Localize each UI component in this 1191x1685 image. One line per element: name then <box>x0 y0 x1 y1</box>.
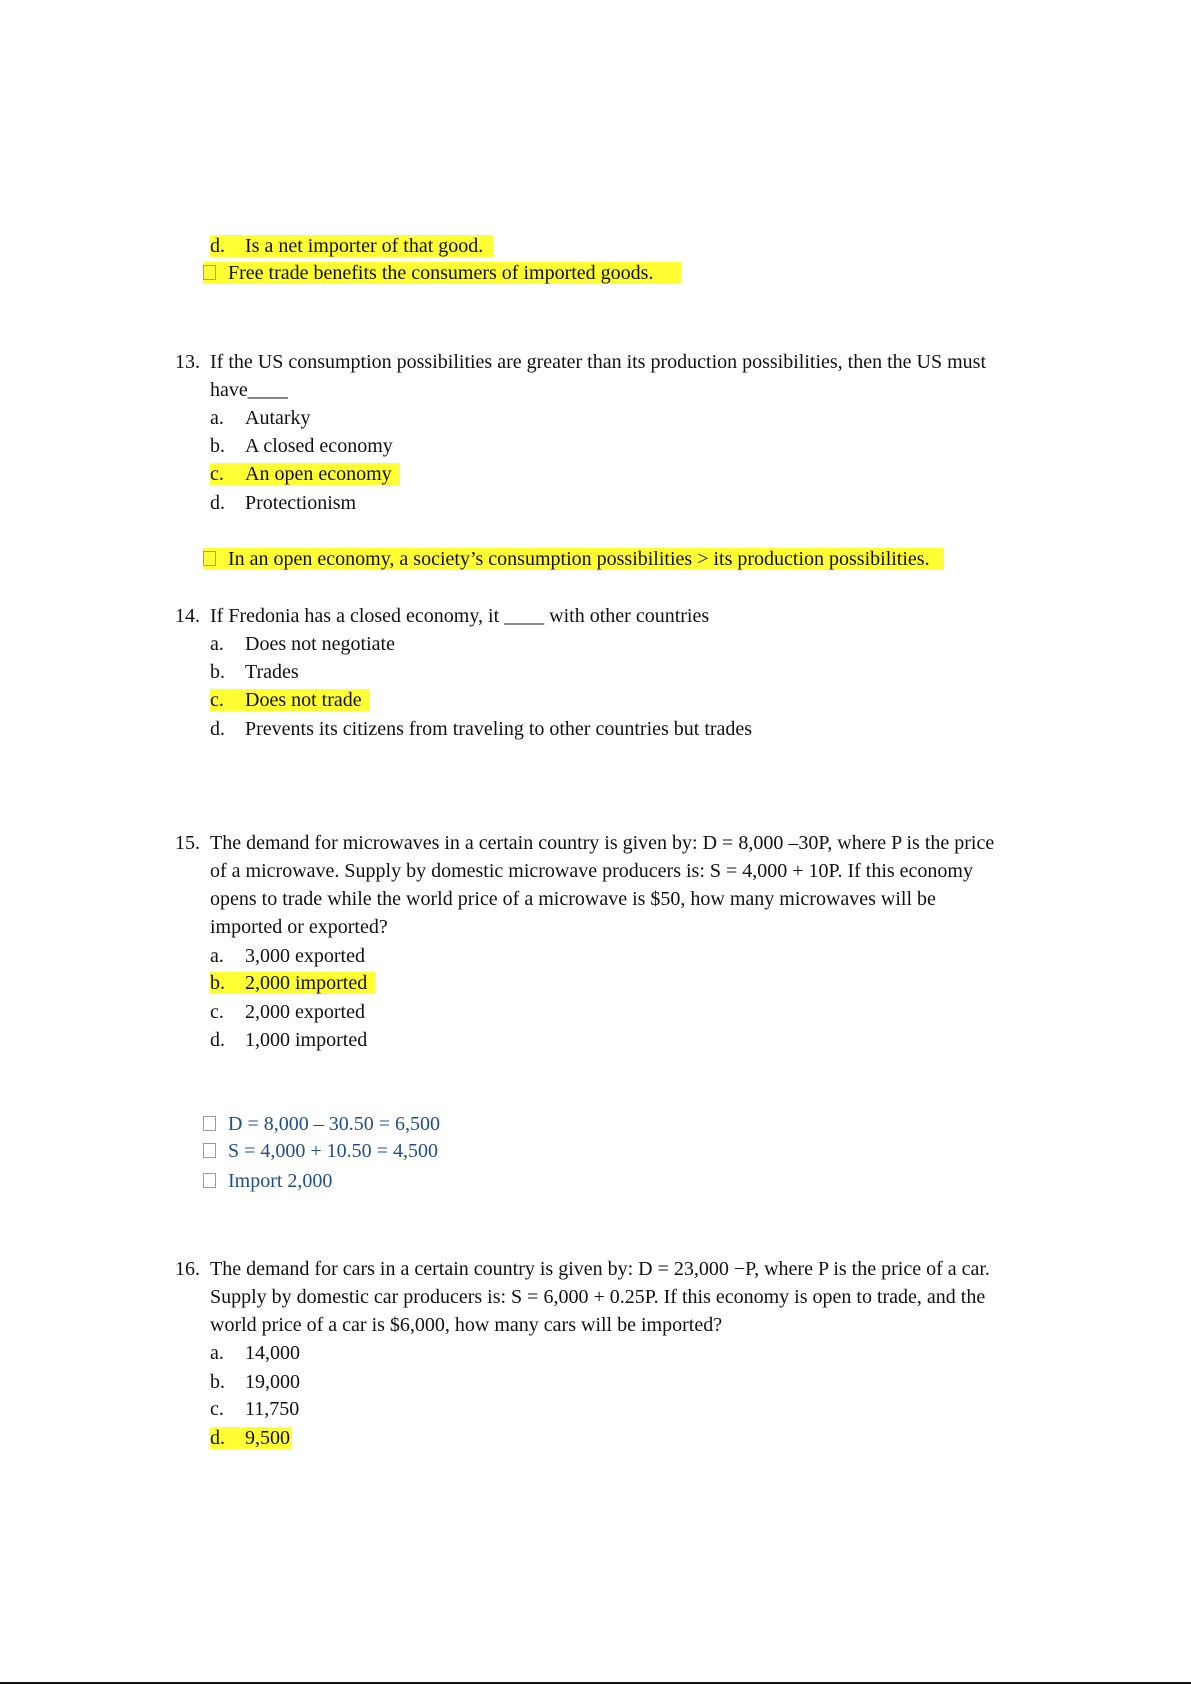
q13-option-c <box>210 461 400 487</box>
option-text: Autarky <box>245 407 311 429</box>
work-text: Import 2,000 <box>228 1170 333 1192</box>
option-letter: c. <box>210 1398 224 1420</box>
option-text: 3,000 exported <box>245 945 365 967</box>
q13-note <box>203 546 944 572</box>
checkbox-icon <box>203 551 216 566</box>
note-text: In an open economy, a society’s consumption possibilities > its production possibilities. <box>228 548 930 570</box>
option-letter: d. <box>210 492 225 514</box>
question-number: 14. <box>175 605 200 627</box>
option-letter: d. <box>210 1029 225 1051</box>
option-text: 2,000 exported <box>245 1001 365 1023</box>
work-text: D = 8,000 – 30.50 = 6,500 <box>228 1113 441 1135</box>
checkbox-icon <box>203 1173 216 1188</box>
option-letter: c. <box>210 689 224 711</box>
question-number: 16. <box>175 1258 200 1280</box>
option-text: A closed economy <box>245 435 393 457</box>
option-letter: d. <box>210 718 225 740</box>
checkbox-icon <box>203 1143 216 1158</box>
q16-option-a <box>210 1340 300 1366</box>
option-letter: d. <box>210 235 225 257</box>
option-letter: c. <box>210 1001 224 1023</box>
question-stem-cont: world price of a car is $6,000, how many cars will be imported? <box>210 1314 723 1336</box>
work-line <box>203 1168 332 1194</box>
option-letter: a. <box>210 633 224 655</box>
q14-option-a <box>210 631 395 657</box>
option-text: An open economy <box>245 463 392 485</box>
option-text: 11,750 <box>245 1398 300 1420</box>
q16-option-d <box>210 1425 292 1451</box>
checkbox-icon <box>203 265 216 280</box>
question-stem: If the US consumption possibilities are greater than its production possibilities, then the US must <box>210 351 987 373</box>
option-text: Trades <box>245 661 299 683</box>
question-stem: The demand for microwaves in a certain country is given by: D = 8,000 –30P, where P is the price <box>210 832 995 854</box>
question-13 <box>175 349 986 375</box>
q13-option-d <box>210 490 356 516</box>
page-bottom-rule <box>0 1682 1191 1684</box>
option-text: 1,000 imported <box>245 1029 368 1051</box>
work-line <box>203 1138 438 1164</box>
work-text: S = 4,000 + 10.50 = 4,500 <box>228 1140 438 1162</box>
option-letter: d. <box>210 1427 225 1449</box>
option-letter: a. <box>210 1342 224 1364</box>
option-text: 14,000 <box>245 1342 300 1364</box>
checkbox-icon <box>203 1116 216 1131</box>
question-stem-cont: Supply by domestic car producers is: S = 6,000 + 0.25P. If this economy is open to trade, and the <box>210 1286 986 1308</box>
question-number: 13. <box>175 351 200 373</box>
option-text: 19,000 <box>245 1371 300 1393</box>
option-text: Does not trade <box>245 689 362 711</box>
option-letter: b. <box>210 435 225 457</box>
question-14 <box>175 603 709 629</box>
option-text: 9,500 <box>245 1427 290 1449</box>
question-stem-cont: have____ <box>210 379 288 401</box>
q14-option-c <box>210 687 370 713</box>
question-15 <box>175 830 994 856</box>
question-16 <box>175 1256 990 1282</box>
q16-option-b <box>210 1369 300 1395</box>
q14-option-b <box>210 659 299 685</box>
option-text: Does not negotiate <box>245 633 395 655</box>
question-stem-cont: of a microwave. Supply by domestic microwave producers is: S = 4,000 + 10P. If this economy <box>210 860 973 882</box>
question-number: 15. <box>175 832 200 854</box>
option-letter: b. <box>210 972 225 994</box>
q13-option-a <box>210 405 311 431</box>
option-letter: c. <box>210 463 224 485</box>
q14-option-d <box>210 716 752 742</box>
question-stem: If Fredonia has a closed economy, it ____ with other countries <box>210 605 710 627</box>
question-stem-cont: opens to trade while the world price of a microwave is $50, how many microwaves will be <box>210 888 936 910</box>
q15-option-a <box>210 943 365 969</box>
option-letter: b. <box>210 1371 225 1393</box>
question-stem: The demand for cars in a certain country is given by: D = 23,000 −P, where P is the price of a car. <box>210 1258 990 1280</box>
option-letter: b. <box>210 661 225 683</box>
option-text: Is a net importer of that good. <box>245 235 484 257</box>
question-stem-cont: imported or exported? <box>210 916 388 938</box>
option-letter: a. <box>210 945 224 967</box>
q15-option-c <box>210 999 365 1025</box>
q15-option-d <box>210 1027 367 1053</box>
q13-option-b <box>210 433 393 459</box>
note-text: Free trade benefits the consumers of imported goods. <box>228 262 654 284</box>
option-letter: a. <box>210 407 224 429</box>
option-text: 2,000 imported <box>245 972 368 994</box>
q16-option-c <box>210 1396 299 1422</box>
option-text: Protectionism <box>245 492 357 514</box>
prev-option-d <box>210 233 493 259</box>
q15-option-b <box>210 970 375 996</box>
work-line <box>203 1111 440 1137</box>
prev-note <box>203 260 681 286</box>
option-text: Prevents its citizens from traveling to other countries but trades <box>245 718 753 740</box>
